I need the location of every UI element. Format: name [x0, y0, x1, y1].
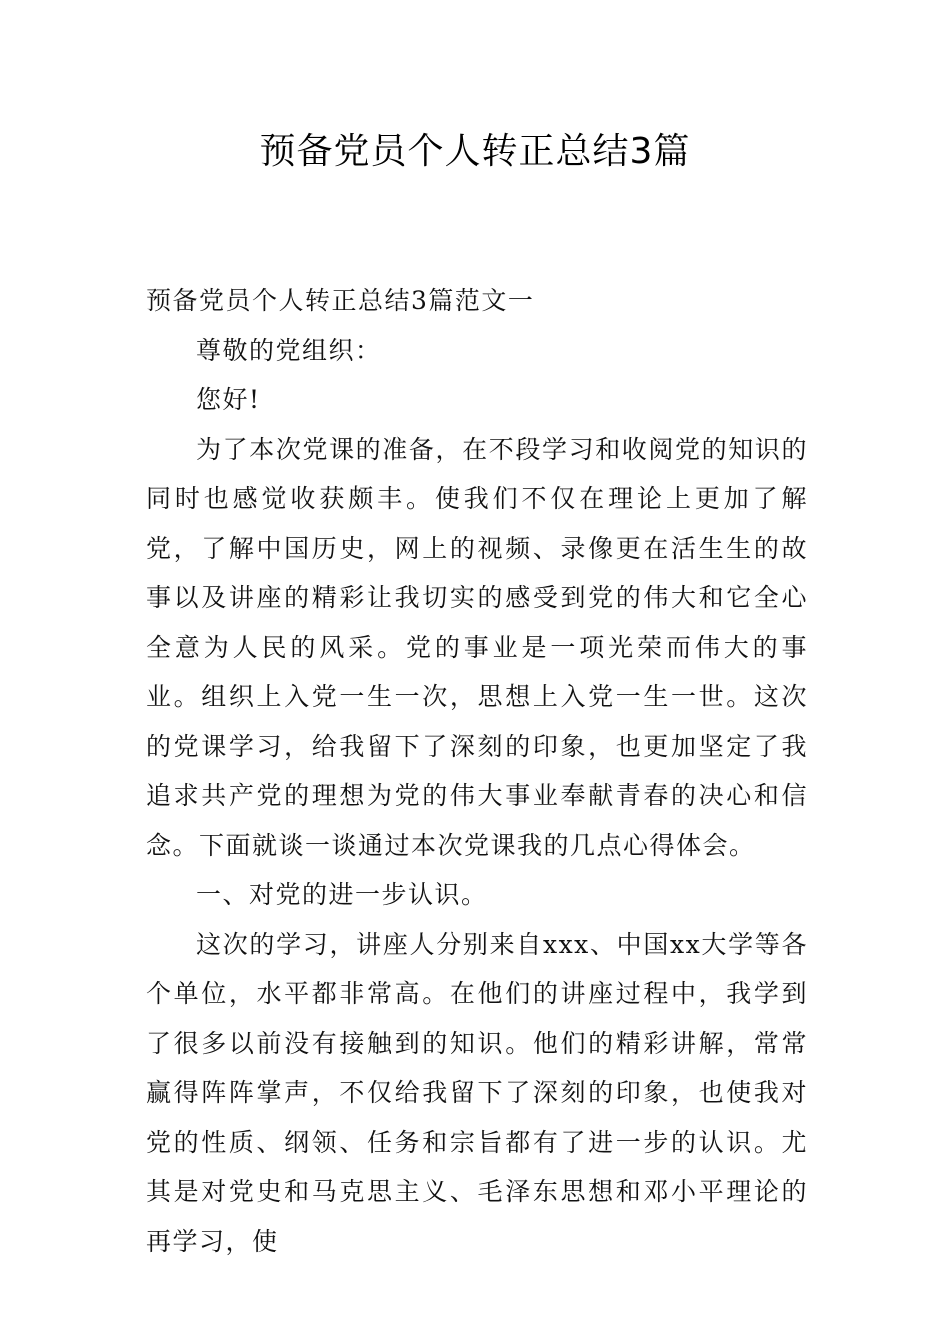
salutation: 尊敬的党组织：	[196, 335, 382, 365]
paragraph: 这次的学习，讲座人分别来自xxx、中国xx大学等各个单位，水平都非常高。在他们的讲座过程中，我学到了很多以前没有接触到的知识。他们的精彩讲解，常常赢得阵阵掌声，不仅给我留下了深刻的印象，也使我对党的性质、纲领、任务和宗旨都有了进一步的认识。尤其是对党史和马克思主义、毛泽东思想和邓小平理论的再学习，使	[146, 929, 808, 1256]
document-subheading: 预备党员个人转正总结3篇范文一	[146, 286, 535, 315]
paragraph: 为了本次党课的准备，在不段学习和收阅党的知识的同时也感觉收获颇丰。使我们不仅在理论上更加了解党，了解中国历史，网上的视频、录像更在活生生的故事以及讲座的精彩让我切实的感受到党的伟大和它全心全意为人民的风采。党的事业是一项光荣而伟大的事业。组织上入党一生一次，思想上入党一生一世。这次的党课学习，给我留下了深刻的印象，也更加坚定了我追求共产党的理想为党的伟大事业奉献青春的决心和信念。下面就谈一谈通过本次党课我的几点心得体会。	[146, 434, 808, 860]
greeting: 您好!	[196, 385, 261, 414]
section-heading: 一、对党的进一步认识。	[196, 880, 488, 909]
document-body	[146, 276, 808, 1266]
document-title: 预备党员个人转正总结3篇	[259, 131, 691, 172]
